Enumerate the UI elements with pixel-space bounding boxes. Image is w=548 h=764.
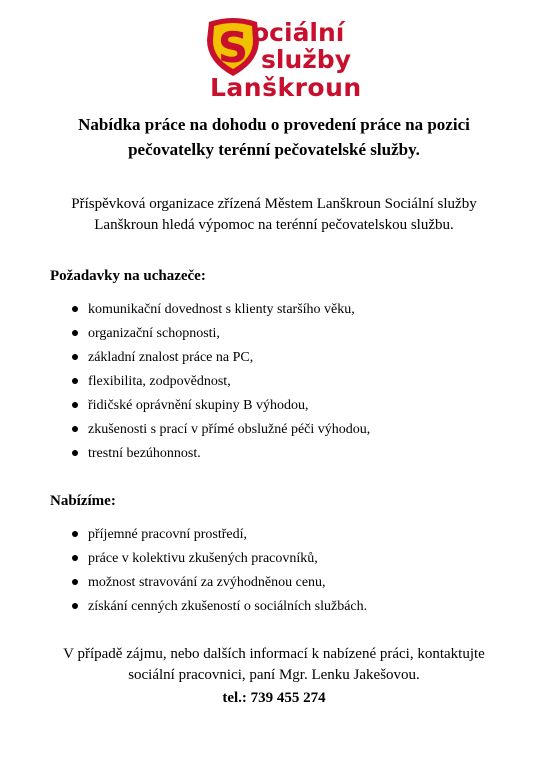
organization-logo (203, 16, 363, 100)
list-item: komunikační dovednost s klienty staršího věku, (50, 300, 370, 324)
list-item: zkušenosti s prací v přímé obslužné péči výhodou, (50, 420, 370, 444)
logo-initial: S (217, 23, 249, 72)
contact-paragraph: V případě zájmu, nebo dalších informací k nabízené práci, kontaktujte sociální pracovnici, paní Mgr. Lenku Jakešovou. (63, 646, 485, 683)
phone-number: tel.: 739 455 274 (222, 690, 326, 706)
list-item: možnost stravování za zvýhodněnou cenu, (50, 573, 367, 597)
bullet-icon (72, 555, 78, 561)
bullet-icon (72, 450, 78, 456)
bullet-icon (72, 531, 78, 537)
logo-word-1: ociální (252, 18, 345, 47)
logo-word-3: Lanškroun (210, 73, 362, 102)
bullet-icon (72, 306, 78, 312)
requirements-list (50, 300, 370, 468)
list-item: organizační schopnosti, (50, 324, 370, 348)
list-item: flexibilita, zodpovědnost, (50, 372, 370, 396)
intro-paragraph: Příspěvková organizace zřízená Městem Lanškroun Sociální služby Lanškroun hledá výpomoc na terénní pečovatelskou službu. (71, 196, 477, 233)
document-title: Nabídka práce na dohodu o provedení práce na pozici pečovatelky terénní pečovatelské služby. (78, 115, 470, 159)
bullet-icon (72, 402, 78, 408)
list-item: získání cenných zkušeností o sociálních službách. (50, 597, 367, 621)
list-item: základní znalost práce na PC, (50, 348, 370, 372)
bullet-icon (72, 378, 78, 384)
list-item: práce v kolektivu zkušených pracovníků, (50, 549, 367, 573)
logo-word-2: služby (261, 45, 351, 74)
bullet-icon (72, 354, 78, 360)
bullet-icon (72, 330, 78, 336)
bullet-icon (72, 603, 78, 609)
list-item: řidičské oprávnění skupiny B výhodou, (50, 396, 370, 420)
offer-heading: Nabízíme: (50, 493, 116, 509)
list-item: trestní bezúhonnost. (50, 444, 370, 468)
list-item: příjemné pracovní prostředí, (50, 525, 367, 549)
bullet-icon (72, 579, 78, 585)
bullet-icon (72, 426, 78, 432)
offer-list (50, 525, 367, 621)
requirements-heading: Požadavky na uchazeče: (50, 268, 206, 284)
